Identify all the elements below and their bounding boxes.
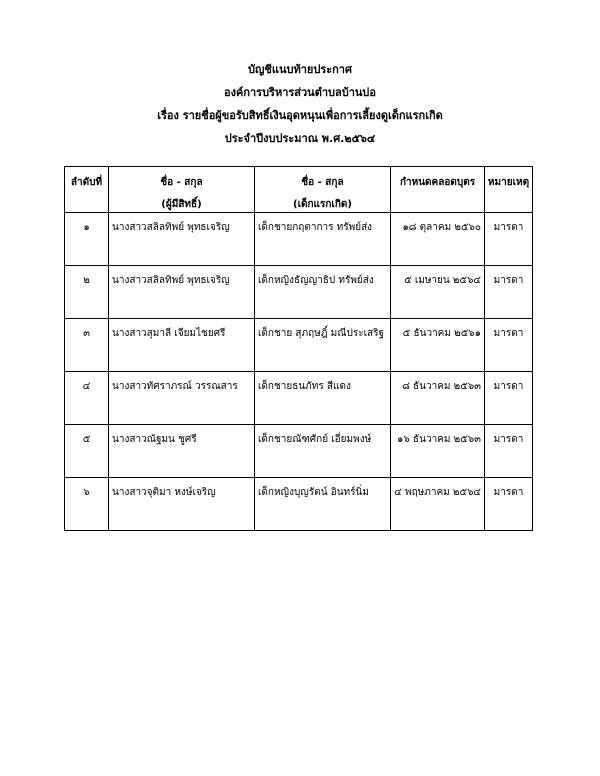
- child-name: เด็กหญิงบุญรัตน์ อินทร์นิ่ม: [255, 478, 391, 531]
- table-row: [65, 372, 533, 425]
- column-header-child: ชื่อ - สกุล (เด็กแรกเกิด): [255, 167, 391, 213]
- remark: มารดา: [485, 319, 533, 372]
- child-name: เด็กชายธนภัทร สีแดง: [255, 372, 391, 425]
- birth-date: ๘ ธันวาคม ๒๕๖๓: [391, 372, 485, 425]
- column-header-note: หมายเหตุ: [485, 167, 533, 213]
- child-name: เด็กชาย สุภฤษฎิ์ มณีประเสริฐ: [255, 319, 391, 372]
- document-header: [0, 58, 600, 150]
- row-number: ๖: [65, 478, 109, 531]
- beneficiary-name: นางสาวสลิลทิพย์ พุทธเจริญ: [109, 266, 255, 319]
- beneficiary-name: นางสาวทัศราภรณ์ วรรณสาร: [109, 372, 255, 425]
- table-row: [65, 266, 533, 319]
- remark: มารดา: [485, 425, 533, 478]
- header-subject: เรื่อง รายชื่อผู้ขอรับสิทธิ์เงินอุดหนุนเพื่อการเลี้ยงดูเด็กแรกเกิด: [157, 109, 443, 122]
- column-header-birth: กำหนดคลอดบุตร: [391, 167, 485, 213]
- beneficiary-name: นางสาวสุมาลี เจียมไชยศรี: [109, 319, 255, 372]
- beneficiary-name: นางสาวสลิลทิพย์ พุทธเจริญ: [109, 213, 255, 266]
- table-row: [65, 425, 533, 478]
- birth-date: ๑๘ ตุลาคม ๒๕๖๐: [391, 213, 485, 266]
- remark: มารดา: [485, 478, 533, 531]
- birth-date: ๕ ธันวาคม ๒๕๖๑: [391, 319, 485, 372]
- row-number: ๑: [65, 213, 109, 266]
- child-name: เด็กหญิงธัญญาธิป ทรัพย์ส่ง: [255, 266, 391, 319]
- row-number: ๔: [65, 372, 109, 425]
- beneficiary-table: [64, 166, 533, 531]
- child-name: เด็กชายกฤตาการ ทรัพย์ส่ง: [255, 213, 391, 266]
- beneficiary-name: นางสาวณัฐมน ชูศรี: [109, 425, 255, 478]
- table-row: [65, 213, 533, 266]
- column-header-name: ชื่อ - สกุล (ผู้มีสิทธิ์): [109, 167, 255, 213]
- remark: มารดา: [485, 213, 533, 266]
- child-name: เด็กชายณัฑศักย์ เอี่ยมพงษ์: [255, 425, 391, 478]
- header-fiscal-year: ประจำปีงบประมาณ พ.ศ.๒๕๖๔: [224, 132, 376, 145]
- header-title: บัญชีแนบท้ายประกาศ: [248, 63, 352, 76]
- header-organization: องค์การบริหารส่วนตำบลบ้านบ่อ: [223, 86, 377, 99]
- table-row: [65, 319, 533, 372]
- birth-date: ๔ พฤษภาคม ๒๕๖๔: [391, 478, 485, 531]
- birth-date: ๕ เมษายน ๒๕๖๔: [391, 266, 485, 319]
- column-header-order: ลำดับที่: [65, 167, 109, 213]
- remark: มารดา: [485, 266, 533, 319]
- beneficiary-name: นางสาวจุติมา หงษ์เจริญ: [109, 478, 255, 531]
- row-number: ๒: [65, 266, 109, 319]
- row-number: ๓: [65, 319, 109, 372]
- row-number: ๕: [65, 425, 109, 478]
- table-header-row: [65, 167, 533, 213]
- table-row: [65, 478, 533, 531]
- birth-date: ๑๖ ธันวาคม ๒๕๖๓: [391, 425, 485, 478]
- remark: มารดา: [485, 372, 533, 425]
